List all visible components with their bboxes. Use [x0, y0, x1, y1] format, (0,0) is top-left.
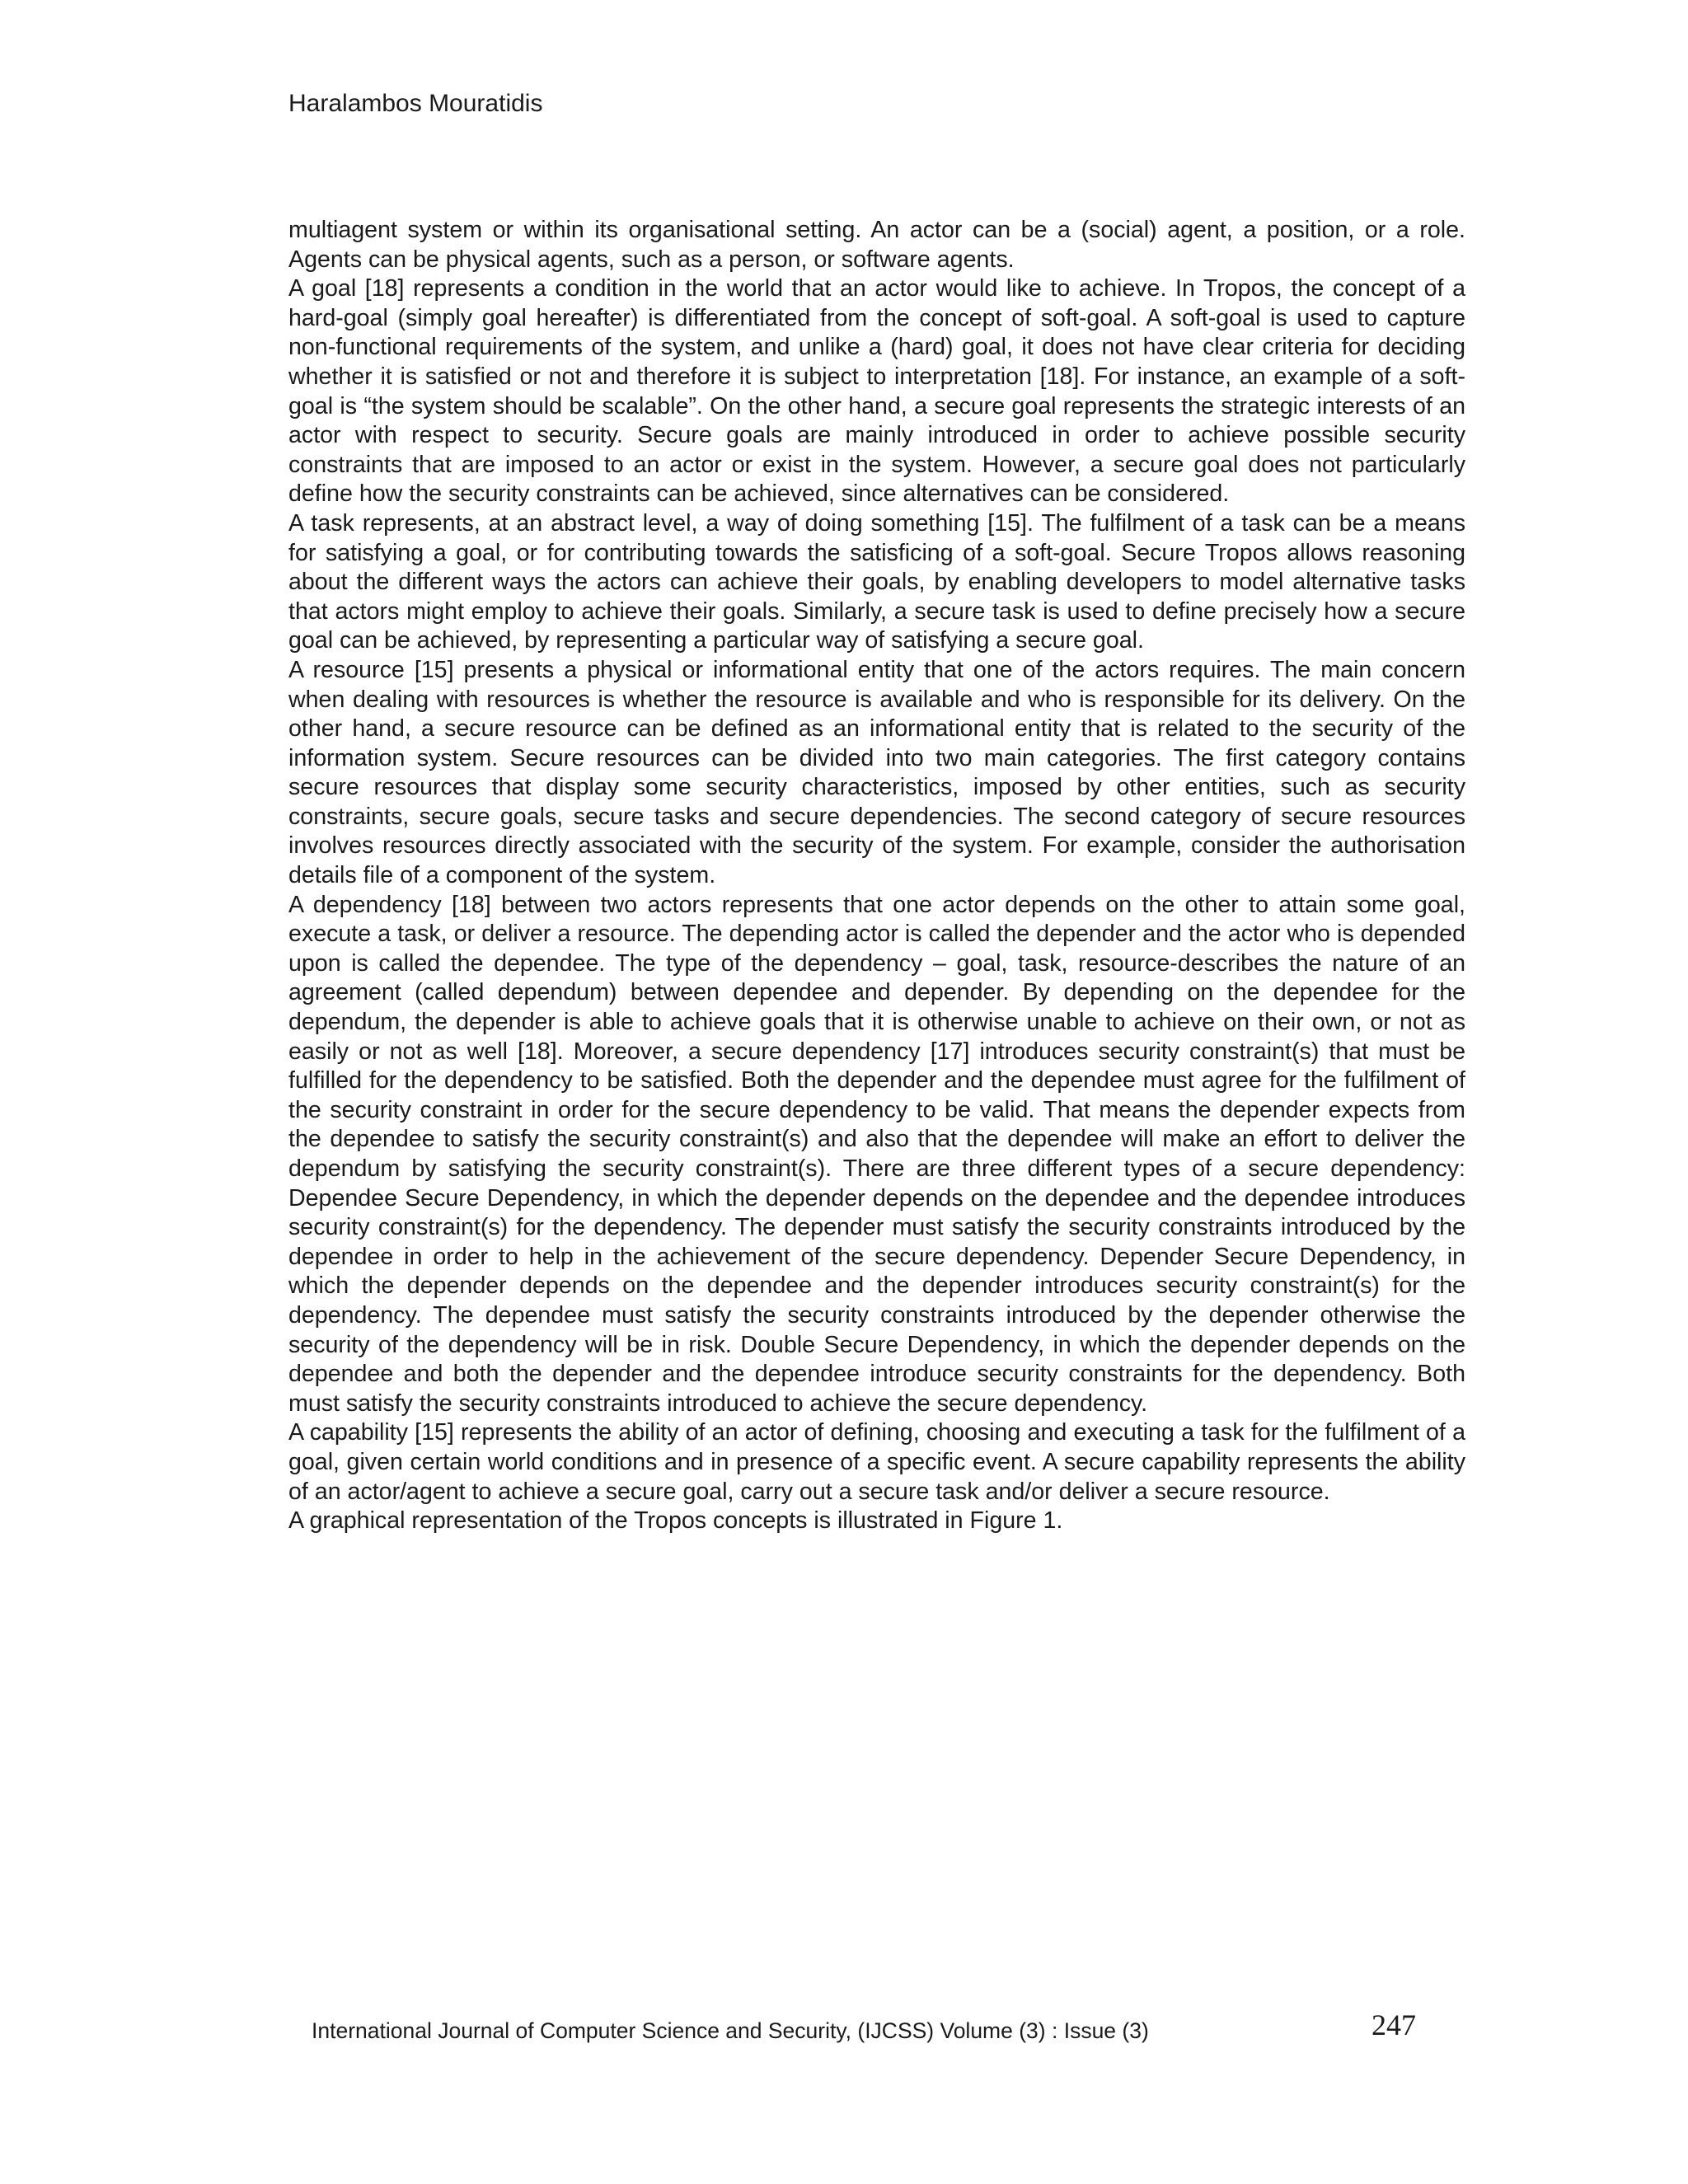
paragraph-goal: A goal [18] represents a condition in the world that an actor would like to achieve. In Tropos, the concept of a hard-goal (simply goal hereafter) is differentiated from the concept of soft-goal. A soft-goal is used to capture non-functional requirements of the system, and unlike a (hard) goal, it does not have clear criteria for deciding whether it is satisfied or not and therefore it is subject to interpretation [18]. For instance, an example of a soft-goal is “the system should be scalable”. On the other hand, a secure goal represents the strategic interests of an actor with respect to security. Secure goals are mainly introduced in order to achieve possible security constraints that are imposed to an actor or exist in the system. However, a secure goal does not particularly define how the security constraints can be achieved, since alternatives can be considered.	[288, 275, 1465, 508]
running-head-author: Haralambos Mouratidis	[288, 90, 543, 117]
paragraph-figure-reference: A graphical representation of the Tropos concepts is illustrated in Figure 1.	[288, 1507, 1063, 1535]
page-footer	[312, 2008, 1424, 2047]
footer-journal-citation: International Journal of Computer Science and Security, (IJCSS) Volume (3) : Issue (3)	[312, 2018, 1149, 2043]
paragraph-capability: A capability [15] represents the ability of an actor of defining, choosing and executing a task for the fulfilment of a goal, given certain world conditions and in presence of a specific event. A secure capability represents the ability of an actor/agent to achieve a secure goal, carry out a secure task and/or deliver a secure resource.	[288, 1419, 1465, 1505]
paragraph-actor-continued: multiagent system or within its organisational setting. An actor can be a (social) agent, a position, or a role. Agents can be physical agents, such as a person, or software agents.	[288, 217, 1465, 273]
body-text	[288, 216, 1465, 1536]
page-number: 247	[1372, 2008, 1416, 2041]
paragraph-dependency: A dependency [18] between two actors represents that one actor depends on the other to attain some goal, execute a task, or deliver a resource. The depending actor is called the depender and the actor who is depended upon is called the dependee. The type of the dependency – goal, task, resource-describes the nature of an agreement (called dependum) between dependee and depender. By depending on the dependee for the dependum, the depender is able to achieve goals that it is otherwise unable to achieve on their own, or not as easily or not as well [18]. Moreover, a secure dependency [17] introduces security constraint(s) that must be fulfilled for the dependency to be satisfied. Both the depender and the dependee must agree for the fulfilment of the security constraint in order for the secure dependency to be valid. That means the depender expects from the dependee to satisfy the security constraint(s) and also that the dependee will make an effort to deliver the dependum by satisfying the security constraint(s). There are three different types of a secure dependency: Dependee Secure Dependency, in which the depender depends on the dependee and the dependee introduces security constraint(s) for the dependency. The depender must satisfy the security constraints introduced by the dependee in order to help in the achievement of the secure dependency. Depender Secure Dependency, in which the depender depends on the dependee and the depender introduces security constraint(s) for the dependency. The dependee must satisfy the security constraints introduced by the depender otherwise the security of the dependency will be in risk. Double Secure Dependency, in which the depender depends on the dependee and both the depender and the dependee introduce security constraints for the dependency. Both must satisfy the security constraints introduced to achieve the secure dependency.	[288, 891, 1465, 1417]
paragraph-task: A task represents, at an abstract level, a way of doing something [15]. The fulfilment of a task can be a means for satisfying a goal, or for contributing towards the satisficing of a soft-goal. Secure Tropos allows reasoning about the different ways the actors can achieve their goals, by enabling developers to model alternative tasks that actors might employ to achieve their goals. Similarly, a secure task is used to define precisely how a secure goal can be achieved, by representing a particular way of satisfying a secure goal.	[288, 509, 1465, 654]
paragraph-resource: A resource [15] presents a physical or informational entity that one of the actors requires. The main concern when dealing with resources is whether the resource is available and who is responsible for its delivery. On the other hand, a secure resource can be defined as an informational entity that is related to the security of the information system. Secure resources can be divided into two main categories. The first category contains secure resources that display some security characteristics, imposed by other entities, such as security constraints, secure goals, secure tasks and secure dependencies. The second category of secure resources involves resources directly associated with the security of the system. For example, consider the authorisation details file of a component of the system.	[288, 656, 1465, 889]
